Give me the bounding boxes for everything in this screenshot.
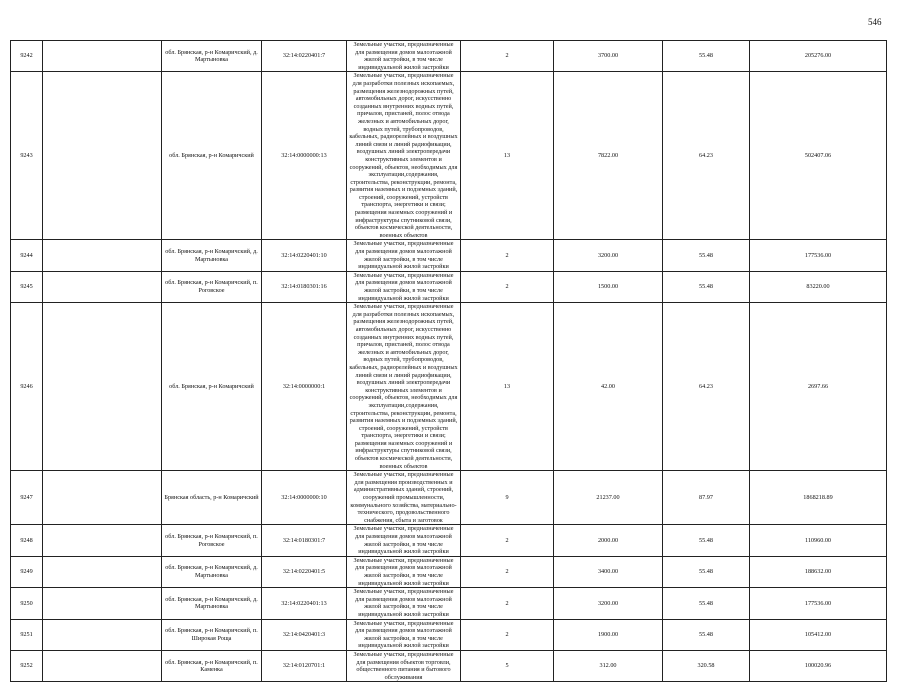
cadastral-value-cell: 502407.06 (750, 72, 887, 240)
rate-cell: 55.48 (663, 619, 750, 650)
address-cell: Брянская область, р-н Комаричский (162, 471, 262, 525)
land-purpose-cell: Земельные участки, предназначенные для размещения объектов торговли, общественного питания и бытового обслуживания (347, 650, 461, 681)
spacer-cell (43, 588, 162, 619)
row-id-cell: 9250 (11, 588, 43, 619)
land-purpose-cell: Земельные участки, предназначенные для размещения домов малоэтажной жилой застройки, в том числе индивидуальной жилой застройки (347, 588, 461, 619)
rate-cell: 87.97 (663, 471, 750, 525)
cadastral-value-cell: 177536.00 (750, 588, 887, 619)
area-cell: 21237.00 (554, 471, 663, 525)
land-purpose-cell: Земельные участки, предназначенные для размещения домов малоэтажной жилой застройки, в том числе индивидуальной жилой застройки (347, 240, 461, 271)
table-row (11, 303, 887, 471)
table-body (11, 41, 887, 682)
table-row (11, 72, 887, 240)
table-row (11, 41, 887, 72)
group-cell: 13 (461, 72, 554, 240)
area-cell: 42.00 (554, 303, 663, 471)
row-id-cell: 9247 (11, 471, 43, 525)
address-cell: обл. Брянская, р-н Комаричский, д. Мартыновка (162, 41, 262, 72)
area-cell: 3200.00 (554, 588, 663, 619)
cadastral-value-cell: 188632.00 (750, 556, 887, 587)
row-id-cell: 9251 (11, 619, 43, 650)
page-number: 546 (868, 17, 882, 27)
spacer-cell (43, 41, 162, 72)
spacer-cell (43, 556, 162, 587)
rate-cell: 55.48 (663, 240, 750, 271)
table-row (11, 650, 887, 681)
row-id-cell: 9248 (11, 525, 43, 556)
address-cell: обл. Брянская, р-н Комаричский, п. Каменка (162, 650, 262, 681)
group-cell: 2 (461, 556, 554, 587)
row-id-cell: 9245 (11, 271, 43, 302)
cadastral-number-cell: 32:14:0000000:13 (262, 72, 347, 240)
group-cell: 2 (461, 240, 554, 271)
area-cell: 7822.00 (554, 72, 663, 240)
cadastral-number-cell: 32:14:0220401:10 (262, 240, 347, 271)
spacer-cell (43, 650, 162, 681)
cadastral-value-cell: 177536.00 (750, 240, 887, 271)
group-cell: 2 (461, 525, 554, 556)
rate-cell: 55.48 (663, 588, 750, 619)
cadastral-number-cell: 32:14:0220401:5 (262, 556, 347, 587)
rate-cell: 320.58 (663, 650, 750, 681)
group-cell: 2 (461, 619, 554, 650)
cadastral-number-cell: 32:14:0180301:7 (262, 525, 347, 556)
rate-cell: 55.48 (663, 41, 750, 72)
land-registry-table (10, 40, 887, 682)
land-purpose-cell: Земельные участки, предназначенные для размещения домов малоэтажной жилой застройки, в том числе индивидуальной жилой застройки (347, 556, 461, 587)
area-cell: 1500.00 (554, 271, 663, 302)
group-cell: 2 (461, 41, 554, 72)
rate-cell: 55.48 (663, 271, 750, 302)
table-row (11, 556, 887, 587)
spacer-cell (43, 271, 162, 302)
rate-cell: 64.23 (663, 72, 750, 240)
land-purpose-cell: Земельные участки, предназначенные для размещения домов малоэтажной жилой застройки, в том числе индивидуальной жилой застройки (347, 41, 461, 72)
cadastral-number-cell: 32:14:0000000:10 (262, 471, 347, 525)
cadastral-number-cell: 32:14:0000000:1 (262, 303, 347, 471)
rate-cell: 55.48 (663, 556, 750, 587)
land-purpose-cell: Земельные участки, предназначенные для размещения производственных и административных зданий, строений, сооружений промышленности, коммунального хозяйства, материально-технического, продовольственного снабжения, сбыта и заготовок (347, 471, 461, 525)
cadastral-value-cell: 83220.00 (750, 271, 887, 302)
table-row (11, 619, 887, 650)
group-cell: 13 (461, 303, 554, 471)
cadastral-number-cell: 32:14:0180301:16 (262, 271, 347, 302)
area-cell: 3200.00 (554, 240, 663, 271)
group-cell: 2 (461, 588, 554, 619)
address-cell: обл. Брянская, р-н Комаричский (162, 72, 262, 240)
spacer-cell (43, 72, 162, 240)
row-id-cell: 9252 (11, 650, 43, 681)
table-row (11, 271, 887, 302)
spacer-cell (43, 240, 162, 271)
group-cell: 2 (461, 271, 554, 302)
cadastral-number-cell: 32:14:0220401:13 (262, 588, 347, 619)
spacer-cell (43, 471, 162, 525)
area-cell: 3400.00 (554, 556, 663, 587)
row-id-cell: 9246 (11, 303, 43, 471)
area-cell: 2000.00 (554, 525, 663, 556)
cadastral-value-cell: 205276.00 (750, 41, 887, 72)
address-cell: обл. Брянская, р-н Комаричский, д. Мартыновка (162, 588, 262, 619)
land-purpose-cell: Земельные участки, предназначенные для размещения домов малоэтажной жилой застройки, в том числе индивидуальной жилой застройки (347, 271, 461, 302)
row-id-cell: 9243 (11, 72, 43, 240)
address-cell: обл. Брянская, р-н Комаричский (162, 303, 262, 471)
table-row (11, 240, 887, 271)
spacer-cell (43, 619, 162, 650)
row-id-cell: 9244 (11, 240, 43, 271)
group-cell: 5 (461, 650, 554, 681)
table-row (11, 588, 887, 619)
cadastral-value-cell: 110960.00 (750, 525, 887, 556)
rate-cell: 55.48 (663, 525, 750, 556)
cadastral-value-cell: 2697.66 (750, 303, 887, 471)
row-id-cell: 9242 (11, 41, 43, 72)
area-cell: 1900.00 (554, 619, 663, 650)
land-purpose-cell: Земельные участки, предназначенные для размещения домов малоэтажной жилой застройки, в том числе индивидуальной жилой застройки (347, 619, 461, 650)
spacer-cell (43, 525, 162, 556)
cadastral-value-cell: 1868218.89 (750, 471, 887, 525)
rate-cell: 64.23 (663, 303, 750, 471)
cadastral-value-cell: 105412.00 (750, 619, 887, 650)
address-cell: обл. Брянская, р-н Комаричский, п. Роговское (162, 525, 262, 556)
land-purpose-cell: Земельные участки, предназначенные для разработки полезных ископаемых, размещения железнодорожных путей, автомобильных дорог, искусственно созданных внутренних водных путей, причалов, пристаней, полос отвода железных и автомобильных дорог, водных путей, трубопроводов, кабельных, радиорелейных и воздушных линий связи и линий радиофикации, воздушных линий электропередачи конструктивных элементов и сооружений, объектов, необходимых для эксплуатации,содержания, строительства, реконструкции, ремонта, развития наземных и подземных зданий, строений, сооружений, устройств транспорта, энергетики и связи; размещения наземных сооружений и инфраструктуры спутниковой связи, объектов космической деятельности, военных объектов (347, 72, 461, 240)
cadastral-value-cell: 100020.96 (750, 650, 887, 681)
land-purpose-cell: Земельные участки, предназначенные для размещения домов малоэтажной жилой застройки, в том числе индивидуальной жилой застройки (347, 525, 461, 556)
cadastral-number-cell: 32:14:0420401:3 (262, 619, 347, 650)
group-cell: 9 (461, 471, 554, 525)
cadastral-number-cell: 32:14:0220401:7 (262, 41, 347, 72)
address-cell: обл. Брянская, р-н Комаричский, д. Мартыновка (162, 556, 262, 587)
address-cell: обл. Брянская, р-н Комаричский, д. Мартыновка (162, 240, 262, 271)
cadastral-number-cell: 32:14:0120701:1 (262, 650, 347, 681)
table-row (11, 525, 887, 556)
address-cell: обл. Брянская, р-н Комаричский, п. Широкая Роща (162, 619, 262, 650)
spacer-cell (43, 303, 162, 471)
area-cell: 312.00 (554, 650, 663, 681)
address-cell: обл. Брянская, р-н Комаричский, п. Роговское (162, 271, 262, 302)
table-row (11, 471, 887, 525)
row-id-cell: 9249 (11, 556, 43, 587)
land-purpose-cell: Земельные участки, предназначенные для разработки полезных ископаемых, размещения железнодорожных путей, автомобильных дорог, искусственно созданных внутренних водных путей, причалов, пристаней, полос отвода железных и автомобильных дорог, водных путей, трубопроводов, кабельных, радиорелейных и воздушных линий связи и линий радиофикации, воздушных линий электропередачи конструктивных элементов и сооружений, объектов, необходимых для эксплуатации,содержания, строительства, реконструкции, ремонта, развития наземных и подземных зданий, строений, сооружений, устройств транспорта, энергетики и связи; размещения наземных сооружений и инфраструктуры спутниковой связи, объектов космической деятельности, военных объектов (347, 303, 461, 471)
area-cell: 3700.00 (554, 41, 663, 72)
